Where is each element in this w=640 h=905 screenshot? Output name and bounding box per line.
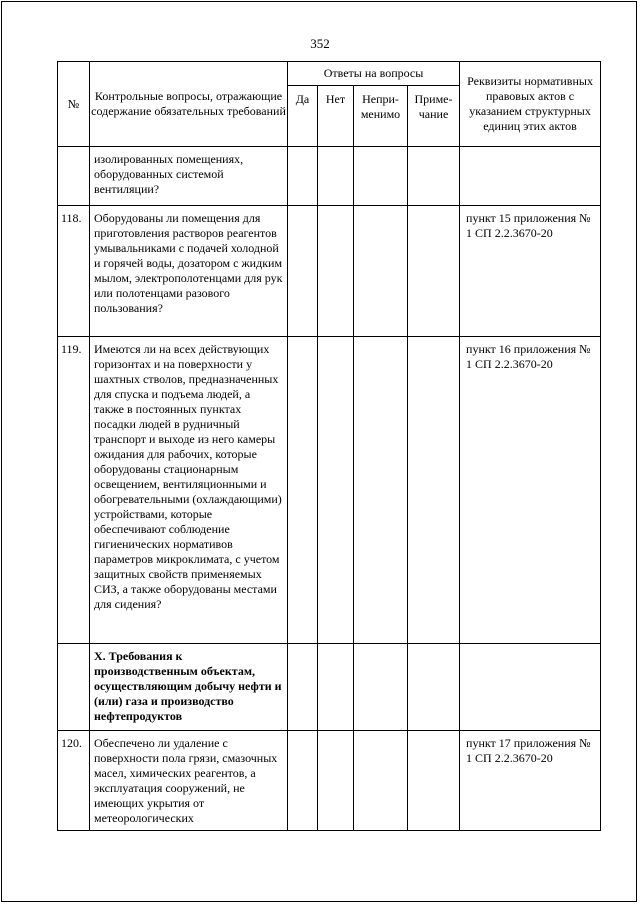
header-yes: Да [288, 86, 318, 147]
section-row [58, 644, 601, 731]
answer-na-cell [354, 731, 408, 831]
row-reference: пункт 16 приложения № 1 СП 2.2.3670-20 [460, 337, 601, 644]
table-row [58, 206, 601, 337]
answer-yes-cell [288, 337, 318, 644]
row-question: Обеспечено ли удаление с поверхности пола грязи, смазочных масел, химических реагентов, а эксплуатация сооружений, не имеющих укрытия от метеорологических [90, 731, 288, 831]
answer-yes-cell [288, 147, 318, 206]
answer-no-cell [318, 731, 354, 831]
answer-na-cell [354, 147, 408, 206]
table-row [58, 337, 601, 644]
answer-no-cell [318, 147, 354, 206]
table-row [58, 731, 601, 831]
row-question: Имеются ли на всех действующих горизонтах и на поверхности у шахтных стволов, предназначенных для спуска и подъема людей, а также в постоянных пунктах посадки людей в рудничный транспорт и выходе из него камеры ожидания для рабочих, которые оборудованы стационарным освещением, вентиляционными и обогревательными (охлаждающими) устройствами, которые обеспечивают соблюдение гигиенических нормативов параметров микроклимата, с учетом защитных свойств применяемых СИЗ, а также оборудованы местами для сидения? [90, 337, 288, 644]
header-note: Приме- чание [408, 86, 460, 147]
table-row [58, 147, 601, 206]
answer-no-cell [318, 206, 354, 337]
row-number: 120. [58, 731, 90, 831]
header-answers: Ответы на вопросы [288, 62, 460, 86]
row-question: изолированных помещениях, оборудованных системой вентиляции? [90, 147, 288, 206]
answer-note-cell [408, 206, 460, 337]
answer-yes-cell [288, 731, 318, 831]
answer-yes-cell [288, 206, 318, 337]
row-number [58, 644, 90, 731]
answer-note-cell [408, 644, 460, 731]
header-not-applicable: Непри- менимо [354, 86, 408, 147]
answer-yes-cell [288, 644, 318, 731]
header-no: Нет [318, 86, 354, 147]
answer-no-cell [318, 644, 354, 731]
page-number: 352 [310, 36, 330, 51]
header-questions: Контрольные вопросы, отражающие содержание обязательных требований [90, 62, 288, 147]
answer-no-cell [318, 337, 354, 644]
row-question: Оборудованы ли помещения для приготовления растворов реагентов умывальниками с подачей холодной и горячей воды, дозатором с жидким мылом, электрополотенцами для рук или полотенцами разового пользования? [90, 206, 288, 337]
header-requisites: Реквизиты нормативных правовых актов с указанием структурных единиц этих актов [460, 62, 601, 147]
row-reference: пункт 15 приложения № 1 СП 2.2.3670-20 [460, 206, 601, 337]
answer-na-cell [354, 206, 408, 337]
header-number: № [58, 62, 90, 147]
row-reference: пункт 17 приложения № 1 СП 2.2.3670-20 [460, 731, 601, 831]
answer-na-cell [354, 644, 408, 731]
checklist-table [57, 61, 601, 831]
row-reference [460, 644, 601, 731]
row-number: 119. [58, 337, 90, 644]
section-heading: X. Требования к производственным объектам, осуществляющим добычу нефти и (или) газа и производство нефтепродуктов [90, 644, 288, 731]
answer-note-cell [408, 337, 460, 644]
row-number [58, 147, 90, 206]
answer-na-cell [354, 337, 408, 644]
row-reference [460, 147, 601, 206]
answer-note-cell [408, 731, 460, 831]
answer-note-cell [408, 147, 460, 206]
row-number: 118. [58, 206, 90, 337]
